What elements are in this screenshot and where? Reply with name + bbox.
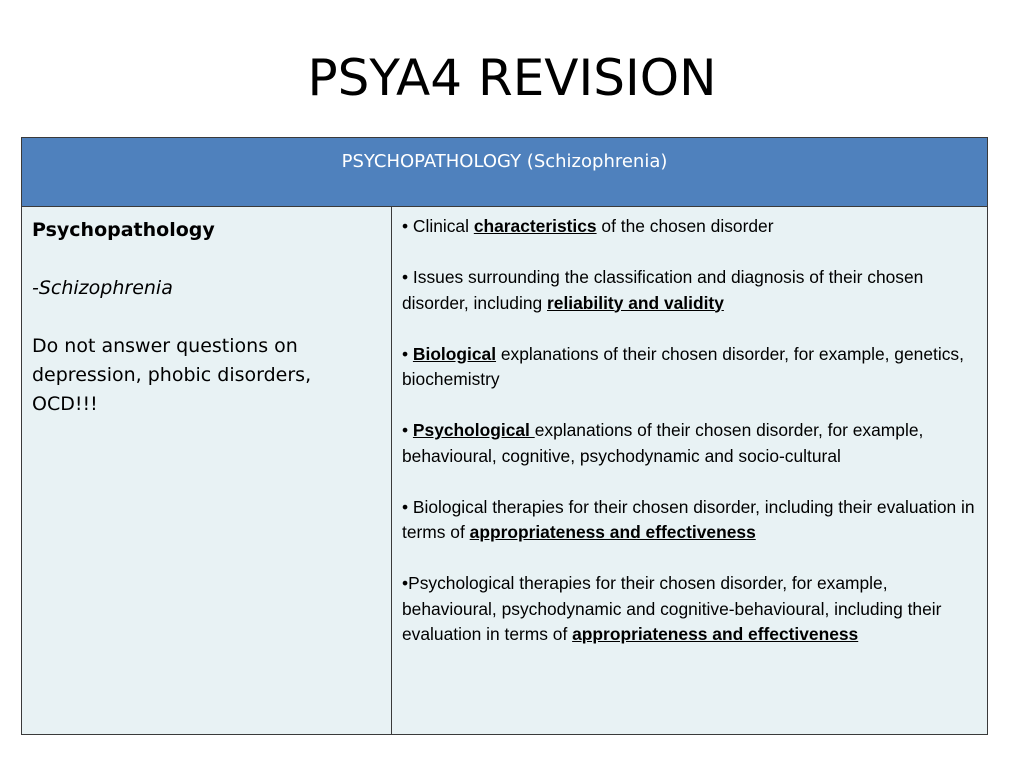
bullet-text: • xyxy=(402,420,413,440)
spec-bullet-psychological-therapies xyxy=(402,571,979,648)
spec-bullet-classification-diagnosis xyxy=(402,265,979,316)
bullet-text: • Biological therapies for their chosen disorder, including their evaluation in terms of xyxy=(402,496,975,542)
topic-disorder: -Schizophrenia xyxy=(32,277,173,299)
table-body-row xyxy=(22,207,987,734)
bullet-text: of the chosen disorder xyxy=(596,216,774,236)
bullet-emphasis: Psychological xyxy=(412,420,535,440)
bullet-emphasis: appropriateness and effectiveness xyxy=(572,624,859,644)
bullet-text: • Clinical xyxy=(402,216,474,236)
spec-bullet-psychological-explanations xyxy=(402,418,979,469)
bullet-emphasis: reliability and validity xyxy=(547,292,724,313)
bullet-text: explanations of their chosen disorder, for example, genetics, biochemistry xyxy=(402,343,964,389)
table-header: PSYCHOPATHOLOGY (Schizophrenia) xyxy=(22,138,987,207)
bullet-text: • Issues surrounding the classification and diagnosis of their chosen disorder, including xyxy=(402,267,924,313)
topic-table xyxy=(21,137,988,735)
exclusion-note: Do not answer questions on depression, phobic disorders, OCD!!! xyxy=(32,335,312,415)
bullet-emphasis: appropriateness and effectiveness xyxy=(469,522,756,542)
topic-cell xyxy=(22,207,392,734)
bullet-text: •Psychological therapies for their chosen disorder, for example, behavioural, psychodynamic and cognitive-behavioural, including their evaluation in terms of xyxy=(402,573,942,644)
spec-bullet-biological-therapies xyxy=(402,495,979,546)
bullet-emphasis: Biological xyxy=(412,343,497,364)
spec-bullet-clinical-characteristics xyxy=(402,214,979,240)
bullet-text: • xyxy=(402,343,413,364)
specification-cell xyxy=(392,207,987,734)
spec-bullet-biological-explanations xyxy=(402,342,979,393)
bullet-emphasis: characteristics xyxy=(473,216,597,236)
topic-heading: Psychopathology xyxy=(32,219,215,241)
bullet-text: explanations of their chosen disorder, for example, behavioural, cognitive, psychodynamic and socio-cultural xyxy=(402,420,924,466)
slide-title: PSYA4 REVISION xyxy=(307,49,717,107)
